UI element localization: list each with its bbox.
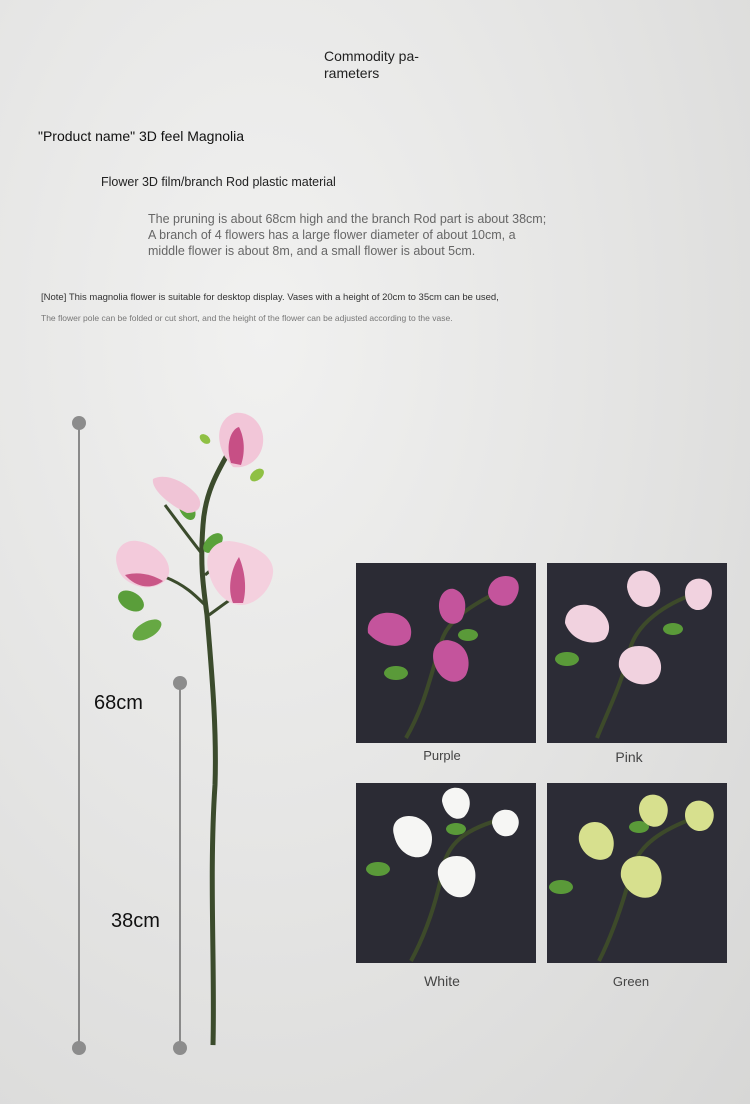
variant-flower-green <box>547 783 727 963</box>
total-height-top-dot <box>72 416 86 430</box>
magnolia-stem-image <box>105 405 285 1055</box>
product-name: "Product name" 3D feel Magnolia <box>38 128 245 144</box>
total-height-label: 68cm <box>94 692 143 714</box>
total-height-line <box>78 424 80 1048</box>
material-text: Flower 3D film/branch Rod plastic material <box>101 175 336 189</box>
variant-image-green[interactable] <box>547 783 727 963</box>
variant-label-green: Green <box>612 974 650 989</box>
variant-image-purple[interactable] <box>356 563 536 743</box>
variant-flower-white <box>356 783 536 963</box>
variant-label-purple: Purple <box>423 748 461 763</box>
rod-height-label: 38cm <box>111 910 160 932</box>
note-text: [Note] This magnolia flower is suitable for desktop display. Vases with a height of 20cm to 35cm can be used, <box>41 292 499 303</box>
variant-image-white[interactable] <box>356 783 536 963</box>
variant-image-pink[interactable] <box>547 563 727 743</box>
section-heading: Commodity pa- rameters <box>324 48 419 81</box>
variant-label-white: White <box>424 973 460 989</box>
variant-flower-pink <box>547 563 727 743</box>
variant-label-pink: Pink <box>615 749 643 765</box>
size-description: The pruning is about 68cm high and the branch Rod part is about 38cm; A branch of 4 flowers has a large flower diameter of about 10cm, a middle flower is about 8m, and a small flower is about 5cm. <box>148 212 547 258</box>
note-subtext: The flower pole can be folded or cut short, and the height of the flower can be adjusted according to the vase. <box>41 313 453 323</box>
total-height-bottom-dot <box>72 1041 86 1055</box>
variant-flower-purple <box>356 563 536 743</box>
